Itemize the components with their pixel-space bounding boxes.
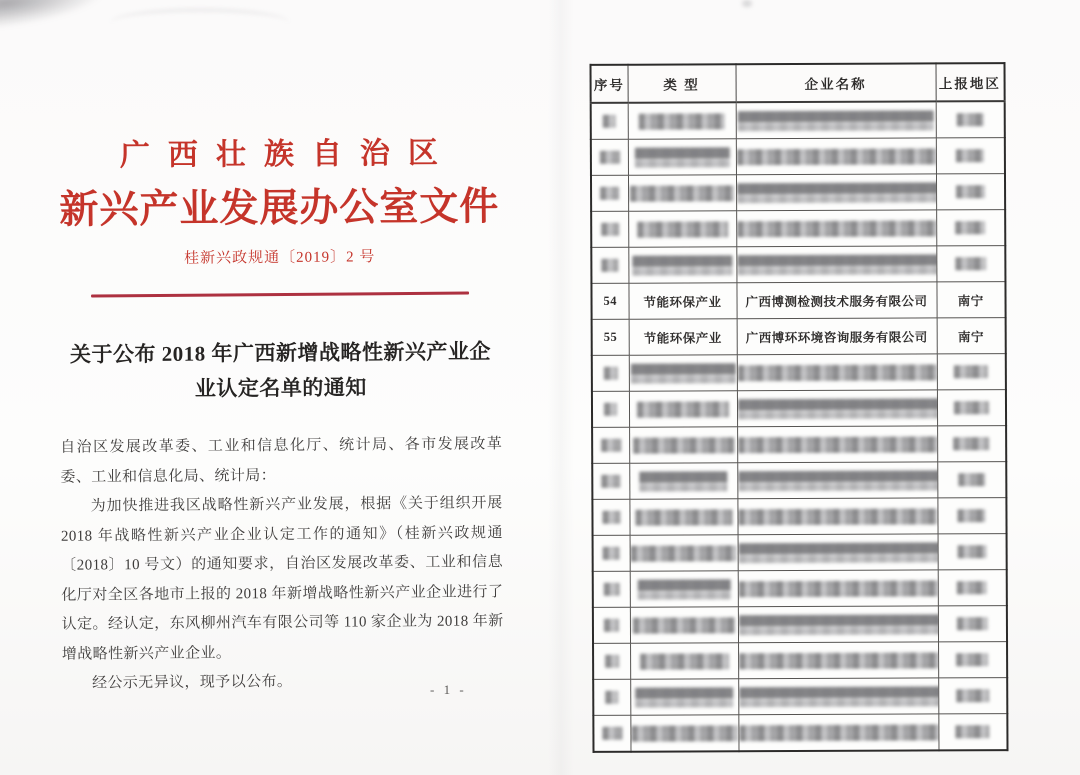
table-row-redacted bbox=[593, 714, 1007, 752]
cell-company bbox=[738, 534, 938, 571]
cell-company bbox=[738, 570, 938, 607]
redacted-mosaic bbox=[738, 542, 938, 563]
redacted-mosaic bbox=[639, 471, 727, 491]
issuing-region-heading: 广西壮族自治区 bbox=[119, 136, 457, 173]
table-row-redacted bbox=[592, 354, 1006, 392]
cell-type bbox=[629, 463, 737, 499]
redacted-mosaic bbox=[635, 687, 733, 707]
cell-seq bbox=[592, 463, 629, 499]
redacted-mosaic bbox=[602, 511, 620, 524]
cell-company bbox=[736, 101, 936, 138]
notice-title-line1: 关于公布 2018 年广西新增战略性新兴产业企 bbox=[69, 339, 492, 367]
redacted-mosaic bbox=[739, 724, 939, 741]
cell-region bbox=[936, 210, 1005, 246]
redacted-mosaic bbox=[633, 617, 735, 633]
redacted-mosaic bbox=[737, 254, 937, 275]
cell-company bbox=[736, 138, 936, 175]
cell-type bbox=[628, 211, 736, 247]
cell-seq bbox=[593, 535, 630, 571]
cell-company bbox=[736, 246, 936, 283]
cell-type bbox=[630, 643, 738, 679]
notice-document bbox=[58, 136, 504, 699]
cell-seq bbox=[593, 715, 630, 752]
redacted-mosaic bbox=[738, 580, 938, 597]
redacted-mosaic bbox=[957, 581, 987, 594]
cell-seq bbox=[592, 427, 629, 463]
redacted-mosaic bbox=[637, 579, 730, 599]
redacted-mosaic bbox=[604, 619, 619, 632]
cell-type bbox=[629, 355, 737, 391]
cell-seq bbox=[591, 103, 628, 140]
redacted-mosaic bbox=[736, 148, 936, 165]
redacted-mosaic bbox=[632, 255, 732, 275]
cell-region bbox=[938, 534, 1007, 570]
table-row-redacted bbox=[592, 390, 1006, 428]
company-roster-table bbox=[589, 62, 1008, 753]
document-reference-number: 桂新兴政规通〔2019〕2 号 bbox=[184, 249, 376, 267]
cell-seq bbox=[593, 607, 630, 643]
issuing-office-heading: 新兴产业发展办公室文件 bbox=[59, 185, 500, 232]
redacted-mosaic bbox=[738, 110, 934, 131]
table-header-row bbox=[591, 63, 1005, 103]
cell-company: 广西博环环境咨询服务有限公司 bbox=[737, 318, 937, 355]
redacted-mosaic bbox=[956, 149, 984, 162]
redacted-mosaic bbox=[737, 398, 937, 419]
table-row-redacted bbox=[593, 570, 1007, 608]
cell-type bbox=[629, 427, 737, 463]
cell-seq bbox=[592, 391, 629, 427]
cell-seq: 54 bbox=[591, 283, 628, 319]
page-gap-crease bbox=[548, 0, 574, 775]
cell-region bbox=[938, 570, 1007, 606]
redacted-mosaic bbox=[958, 473, 985, 486]
cell-seq bbox=[591, 139, 628, 175]
column-header-company: 企业名称 bbox=[736, 63, 936, 102]
redacted-mosaic bbox=[601, 439, 621, 452]
redacted-mosaic bbox=[600, 187, 619, 200]
redacted-mosaic bbox=[954, 401, 989, 414]
redacted-mosaic bbox=[956, 185, 985, 198]
redacted-mosaic bbox=[955, 257, 986, 270]
cell-region bbox=[938, 606, 1007, 642]
table-row bbox=[591, 282, 1005, 320]
redacted-mosaic bbox=[738, 614, 938, 635]
cell-region: 南宁 bbox=[937, 318, 1006, 354]
table-row-redacted bbox=[593, 606, 1007, 644]
redacted-mosaic bbox=[631, 545, 737, 561]
redacted-mosaic bbox=[957, 545, 986, 558]
redacted-mosaic bbox=[738, 508, 937, 525]
cell-region bbox=[937, 390, 1006, 426]
cell-seq bbox=[593, 679, 630, 715]
addressees-paragraph: 自治区发展改革委、工业和信息化厅、统计局、各市发展改革委、工业和信息化局、统计局： bbox=[60, 436, 503, 486]
cell-seq bbox=[593, 571, 630, 607]
scan-smudge-top-left bbox=[0, 0, 122, 32]
redacted-mosaic bbox=[604, 583, 620, 596]
table-row-redacted bbox=[591, 246, 1005, 284]
redacted-mosaic bbox=[602, 475, 621, 488]
redacted-mosaic bbox=[605, 691, 618, 704]
redacted-mosaic bbox=[604, 403, 617, 416]
cell-company bbox=[738, 714, 938, 751]
redacted-mosaic bbox=[604, 367, 618, 380]
table-row-redacted bbox=[593, 678, 1007, 716]
table-row-redacted bbox=[592, 462, 1006, 500]
red-divider-rule bbox=[91, 292, 469, 298]
column-header-type: 类 型 bbox=[628, 64, 736, 102]
cell-company bbox=[737, 390, 937, 427]
redacted-mosaic bbox=[738, 470, 938, 491]
redacted-mosaic bbox=[631, 725, 738, 741]
cell-seq bbox=[592, 355, 629, 391]
company-roster-sheet bbox=[589, 62, 1006, 753]
redacted-mosaic bbox=[738, 436, 938, 453]
cell-type bbox=[629, 391, 737, 427]
table-row-redacted bbox=[591, 101, 1005, 139]
cell-company: 广西博测检测技术服务有限公司 bbox=[736, 282, 936, 319]
redacted-mosaic bbox=[633, 437, 734, 453]
cell-type bbox=[628, 139, 736, 175]
redacted-mosaic bbox=[955, 221, 985, 234]
cell-type bbox=[628, 175, 736, 211]
table-row-redacted bbox=[592, 426, 1006, 464]
notice-body bbox=[60, 430, 504, 699]
cell-type bbox=[629, 499, 737, 535]
cell-seq bbox=[591, 175, 628, 211]
redacted-mosaic bbox=[603, 115, 616, 128]
redacted-mosaic bbox=[737, 220, 937, 237]
table-row bbox=[592, 318, 1006, 356]
cell-company bbox=[737, 462, 937, 499]
cell-company bbox=[737, 354, 937, 391]
cell-region bbox=[938, 642, 1007, 678]
redacted-mosaic bbox=[602, 727, 622, 740]
redacted-mosaic bbox=[956, 689, 989, 702]
notice-title bbox=[59, 334, 502, 407]
redacted-mosaic bbox=[956, 113, 983, 126]
cell-region bbox=[938, 714, 1007, 751]
table-row-redacted bbox=[593, 534, 1007, 572]
cell-seq bbox=[592, 499, 629, 535]
cell-type bbox=[630, 535, 738, 571]
redacted-mosaic bbox=[639, 113, 725, 129]
cell-company bbox=[736, 174, 936, 211]
notice-title-line2: 业认定名单的通知 bbox=[194, 375, 367, 401]
cell-type bbox=[630, 607, 738, 643]
cell-company bbox=[738, 678, 938, 715]
redacted-mosaic bbox=[956, 725, 990, 738]
cell-region bbox=[936, 246, 1005, 282]
column-header-seq: 序号 bbox=[591, 65, 628, 103]
cell-type: 节能环保产业 bbox=[629, 319, 737, 355]
cell-type bbox=[628, 247, 736, 283]
table-row-redacted bbox=[591, 210, 1005, 248]
table-row-redacted bbox=[592, 498, 1006, 536]
redacted-mosaic bbox=[630, 363, 735, 383]
cell-seq: 55 bbox=[592, 319, 629, 355]
column-header-region: 上报地区 bbox=[935, 63, 1004, 101]
cell-company bbox=[738, 606, 938, 643]
redacted-mosaic bbox=[953, 437, 989, 450]
redacted-mosaic bbox=[737, 182, 937, 203]
redacted-mosaic bbox=[634, 147, 729, 167]
cell-type: 节能环保产业 bbox=[628, 283, 736, 319]
redacted-mosaic bbox=[630, 185, 734, 201]
cell-region bbox=[936, 174, 1005, 210]
cell-type bbox=[630, 715, 738, 752]
redacted-mosaic bbox=[956, 653, 988, 666]
cell-region bbox=[936, 101, 1005, 138]
redacted-mosaic bbox=[605, 655, 619, 668]
cell-company bbox=[736, 210, 936, 247]
redacted-mosaic bbox=[737, 364, 937, 381]
redacted-mosaic bbox=[739, 686, 939, 707]
cell-type bbox=[628, 102, 736, 139]
cell-type bbox=[630, 571, 738, 607]
redacted-mosaic bbox=[637, 401, 729, 417]
cell-seq bbox=[591, 247, 628, 283]
cell-seq bbox=[593, 643, 630, 679]
cell-region: 南宁 bbox=[936, 282, 1005, 318]
redacted-mosaic bbox=[739, 652, 939, 669]
table-row-redacted bbox=[591, 174, 1005, 212]
scan-smudge-top-dot bbox=[742, 0, 752, 7]
body-paragraph: 为加快推进我区战略性新兴产业发展，根据《关于组织开展 2018 年战略性新兴产业企业认定工作的通知》（桂新兴政规通〔2018〕10 号文）的通知要求，自治区发展改革委、工业和信息化厅对全区各地市上报的 2018 年新增战略性新兴产业企业进行了认定。经认定，东风柳州汽车有限公司等 110 家企业为 2018 年新增战略性新兴产业企业。 bbox=[60, 495, 504, 663]
redacted-mosaic bbox=[602, 259, 619, 272]
redacted-mosaic bbox=[640, 653, 729, 669]
cell-region bbox=[937, 498, 1006, 534]
closing-paragraph: 经公示无异议，现予以公布。 bbox=[92, 673, 293, 692]
redacted-mosaic bbox=[635, 509, 732, 525]
cell-region bbox=[937, 354, 1006, 390]
scan-smudge-top-arc bbox=[110, 8, 290, 38]
cell-company bbox=[737, 498, 937, 535]
table-row-redacted bbox=[593, 642, 1007, 680]
redacted-mosaic bbox=[957, 617, 988, 630]
redacted-mosaic bbox=[601, 223, 619, 236]
redacted-mosaic bbox=[954, 365, 988, 378]
cell-seq bbox=[591, 211, 628, 247]
cell-region bbox=[937, 426, 1006, 462]
table-row-redacted bbox=[591, 138, 1005, 176]
cell-region bbox=[937, 462, 1006, 498]
cell-region bbox=[936, 138, 1005, 174]
cell-region bbox=[938, 678, 1007, 714]
redacted-mosaic bbox=[603, 547, 620, 560]
redacted-mosaic bbox=[958, 509, 986, 522]
page-number: - 1 - bbox=[430, 682, 467, 697]
cell-company bbox=[737, 426, 937, 463]
cell-type bbox=[630, 679, 738, 715]
redacted-mosaic bbox=[600, 151, 620, 164]
cell-company bbox=[738, 642, 938, 679]
redacted-mosaic bbox=[637, 221, 728, 237]
